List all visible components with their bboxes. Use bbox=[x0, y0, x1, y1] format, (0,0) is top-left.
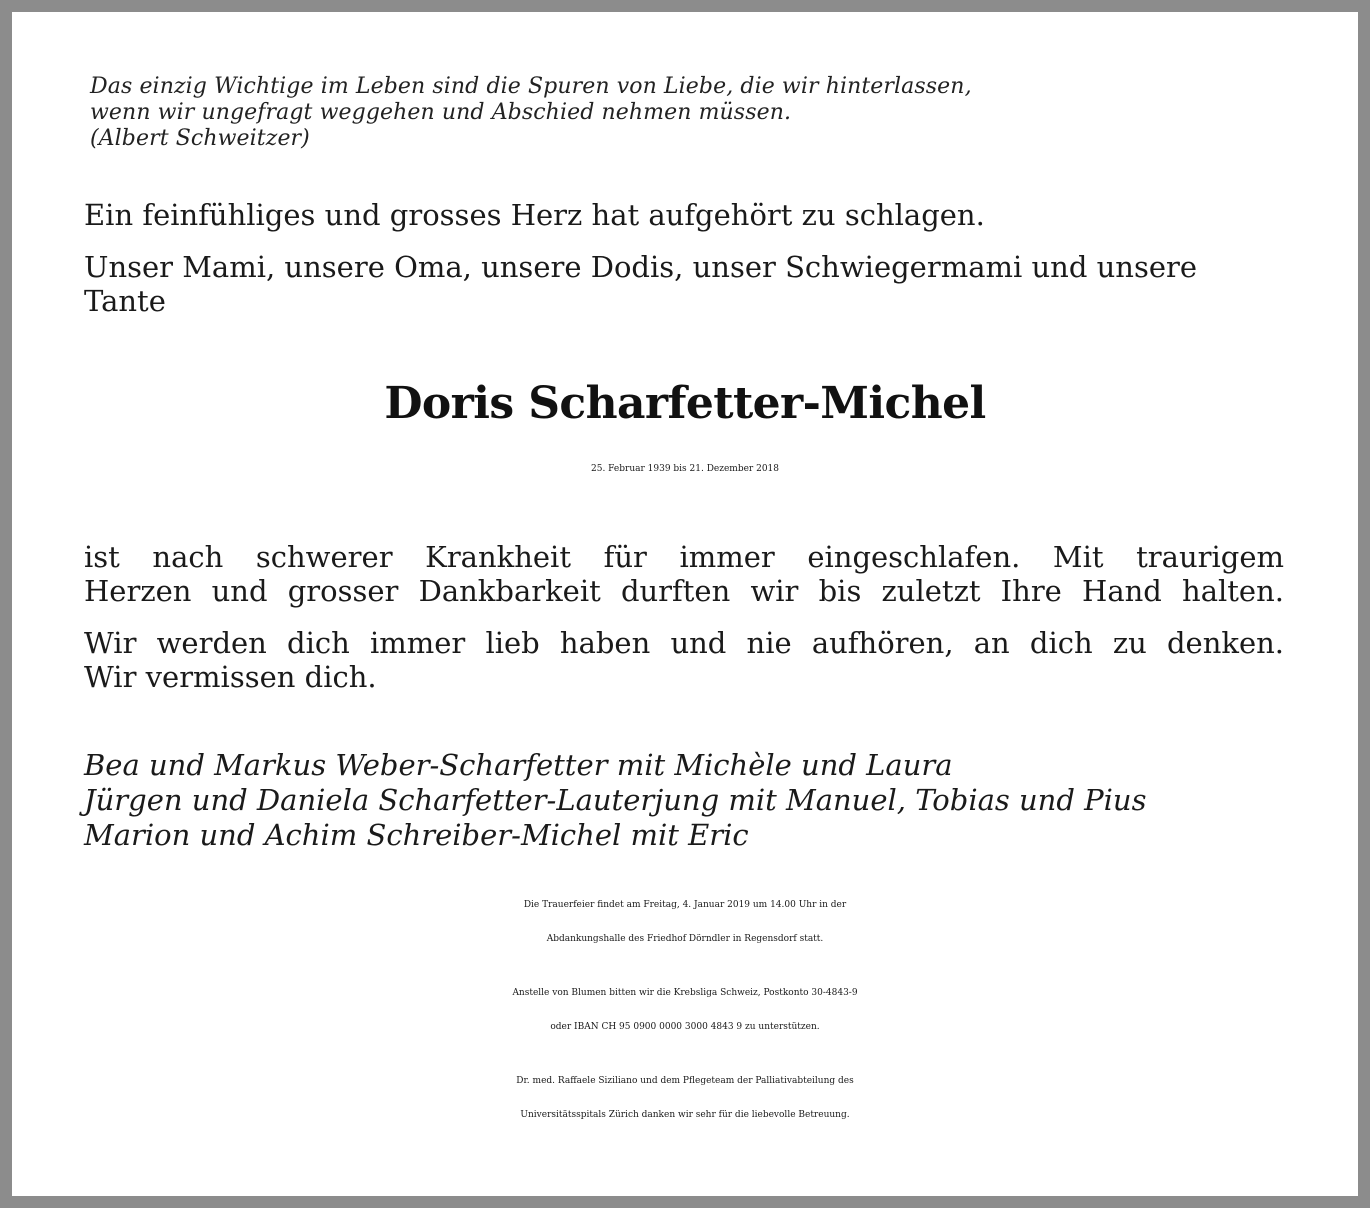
obituary-notice bbox=[12, 12, 1358, 1196]
quote-author: (Albert Schweitzer) bbox=[90, 126, 310, 151]
deceased-name: Doris Scharfetter-Michel bbox=[384, 378, 986, 429]
message-line-4: Wir vermissen dich. bbox=[84, 660, 377, 694]
message-line-2: Herzen und grosser Dankbarkeit durften wir bis zuletzt Ihre Hand halten. bbox=[84, 574, 1284, 608]
intro-line-2a: Unser Mami, unsere Oma, unsere Dodis, unser Schwiegermami und unsere bbox=[84, 250, 1198, 284]
family-member-line: Bea und Markus Weber-Scharfetter mit Michèle und Laura bbox=[84, 748, 953, 782]
message-line-3: Wir werden dich immer lieb haben und nie aufhören, an dich zu denken. bbox=[84, 626, 1284, 660]
thanks-line-1: Dr. med. Raffaele Siziliano und dem Pflegeteam der Palliativabteilung des bbox=[516, 1076, 854, 1086]
intro-line-2b: Tante bbox=[84, 284, 166, 318]
funeral-notice-line-1: Die Trauerfeier findet am Freitag, 4. Januar 2019 um 14.00 Uhr in der bbox=[523, 900, 847, 910]
donation-notice-line-1: Anstelle von Blumen bitten wir die Krebsliga Schweiz, Postkonto 30-4843-9 bbox=[512, 988, 858, 998]
quote-line-2: wenn wir ungefragt weggehen und Abschied nehmen müssen. bbox=[90, 100, 792, 125]
donation-notice-line-2: oder IBAN CH 95 0900 0000 3000 4843 9 zu unterstützen. bbox=[550, 1022, 820, 1032]
message-line-1: ist nach schwerer Krankheit für immer eingeschlafen. Mit traurigem bbox=[84, 540, 1284, 574]
intro-line-1: Ein feinfühliges und grosses Herz hat aufgehört zu schlagen. bbox=[84, 198, 985, 232]
quote-line-1: Das einzig Wichtige im Leben sind die Spuren von Liebe, die wir hinterlassen, bbox=[90, 74, 972, 99]
thanks-line-2: Universitätsspitals Zürich danken wir sehr für die liebevolle Betreuung. bbox=[520, 1110, 850, 1120]
funeral-notice-line-2: Abdankungshalle des Friedhof Dörndler in Regensdorf statt. bbox=[546, 934, 824, 944]
family-member-line: Marion und Achim Schreiber-Michel mit Eric bbox=[84, 818, 749, 852]
family-member-line: Jürgen und Daniela Scharfetter-Lauterjung mit Manuel, Tobias und Pius bbox=[84, 783, 1147, 817]
life-dates: 25. Februar 1939 bis 21. Dezember 2018 bbox=[591, 464, 779, 474]
